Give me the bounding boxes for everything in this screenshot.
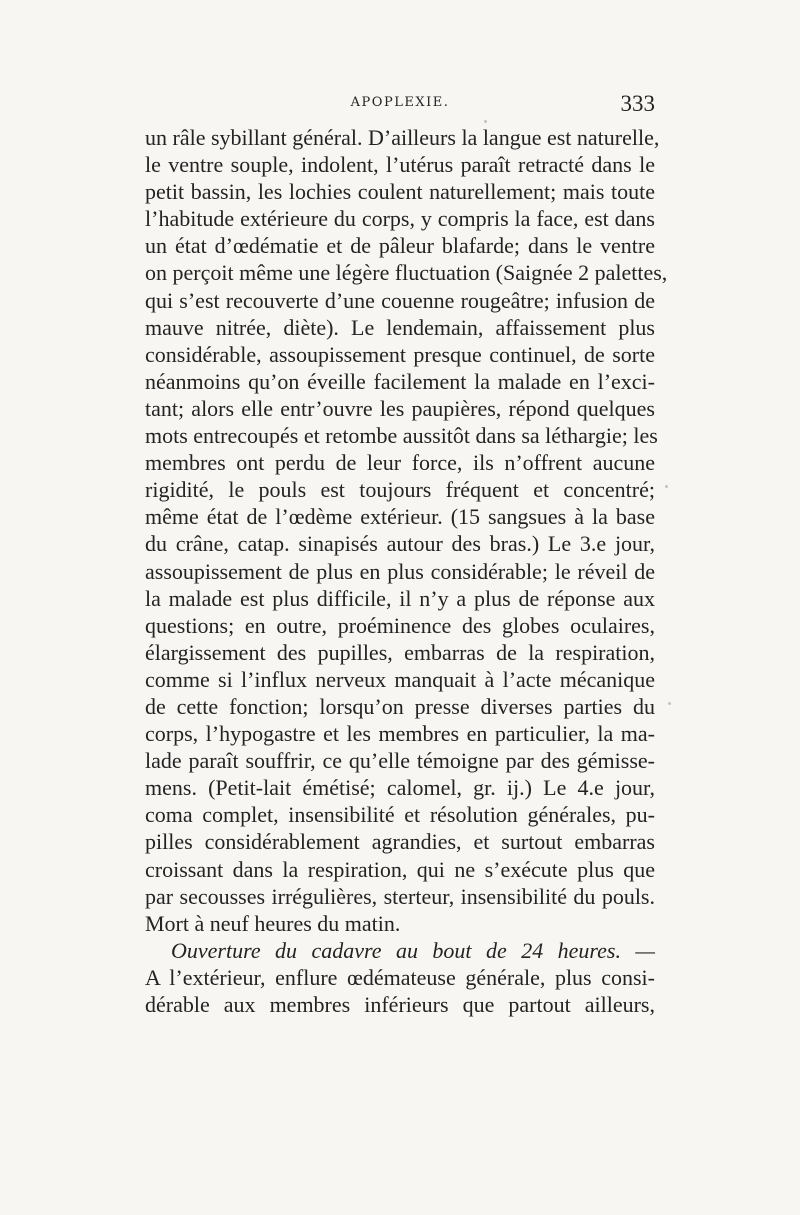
text-line: rigidité, le pouls est toujours fréquent et concentré;: [145, 477, 655, 503]
text-line: qui s’est recouverte d’une couenne rougeâtre; infusion de: [145, 287, 655, 313]
ink-speck: [484, 120, 487, 123]
text-line: corps, l’hypogastre et les membres en particulier, la ma-: [145, 721, 655, 747]
text-line: par secousses irrégulières, sterteur, insensibilité du pouls.: [145, 883, 655, 909]
ink-speck: [668, 702, 671, 705]
page-number: 333: [620, 91, 655, 116]
text-line: mauve nitrée, diète). Le lendemain, affaissement plus: [145, 314, 655, 340]
text-line: pilles considérablement agrandies, et surtout embarras: [145, 829, 655, 855]
text-line: mots entrecoupés et retombe aussitôt dans sa léthargie; les: [145, 423, 658, 449]
text-line: le ventre souple, indolent, l’utérus paraît retracté dans le: [145, 152, 655, 178]
text-line: néanmoins qu’on éveille facilement la malade en l’exci-: [145, 368, 655, 394]
text-line: croissant dans la respiration, qui ne s’exécute plus que: [145, 856, 655, 882]
text-line: considérable, assoupissement presque continuel, de sorte: [145, 341, 655, 367]
text-line: un râle sybillant général. D’ailleurs la langue est naturelle,: [145, 125, 660, 150]
autopsy-heading: Ouverture du cadavre au bout de 24 heures. —: [171, 937, 655, 963]
text-line: petit bassin, les lochies coulent naturellement; mais toute: [145, 179, 655, 205]
text-line: un état d’œdématie et de pâleur blafarde; dans le ventre: [145, 233, 655, 259]
text-line: membres ont perdu de leur force, ils n’offrent aucune: [145, 450, 655, 476]
text-line: l’habitude extérieure du corps, y compris la face, est dans: [145, 206, 655, 232]
text-line: tant; alors elle entr’ouvre les paupières, répond quelques: [145, 395, 655, 421]
text-line: assoupissement de plus en plus considérable; le réveil de: [145, 558, 655, 584]
text-line: du crâne, catap. sinapisés autour des bras.) Le 3.e jour,: [145, 531, 655, 557]
text-line: A l’extérieur, enflure œdémateuse générale, plus consi-: [145, 964, 655, 990]
text-line: dérable aux membres inférieurs que partout ailleurs,: [145, 992, 655, 1017]
text-line: Mort à neuf heures du matin.: [145, 910, 401, 936]
ink-speck: [665, 485, 668, 488]
page-header: [145, 91, 655, 125]
body-text: [145, 124, 668, 1018]
running-head: APOPLEXIE.: [350, 95, 450, 110]
text-line: lade paraît souffrir, ce qu’elle témoigne par des gémisse-: [145, 748, 655, 774]
text-line: même état de l’œdème extérieur. (15 sangsues à la base: [145, 504, 655, 530]
text-line: de cette fonction; lorsqu’on presse diverses parties du: [145, 693, 655, 719]
text-line: coma complet, insensibilité et résolution générales, pu-: [145, 802, 655, 828]
text-line: on perçoit même une légère fluctuation (Saignée 2 palettes,: [145, 260, 668, 286]
text-line: questions; en outre, proéminence des globes oculaires,: [145, 612, 655, 638]
text-line: comme si l’influx nerveux manquait à l’acte mécanique: [145, 666, 655, 692]
text-line: élargissement des pupilles, embarras de la respiration,: [145, 639, 655, 665]
text-line: la malade est plus difficile, il n’y a plus de réponse aux: [145, 585, 655, 611]
text-line: mens. (Petit-lait émétisé; calomel, gr. ij.) Le 4.e jour,: [145, 775, 655, 801]
